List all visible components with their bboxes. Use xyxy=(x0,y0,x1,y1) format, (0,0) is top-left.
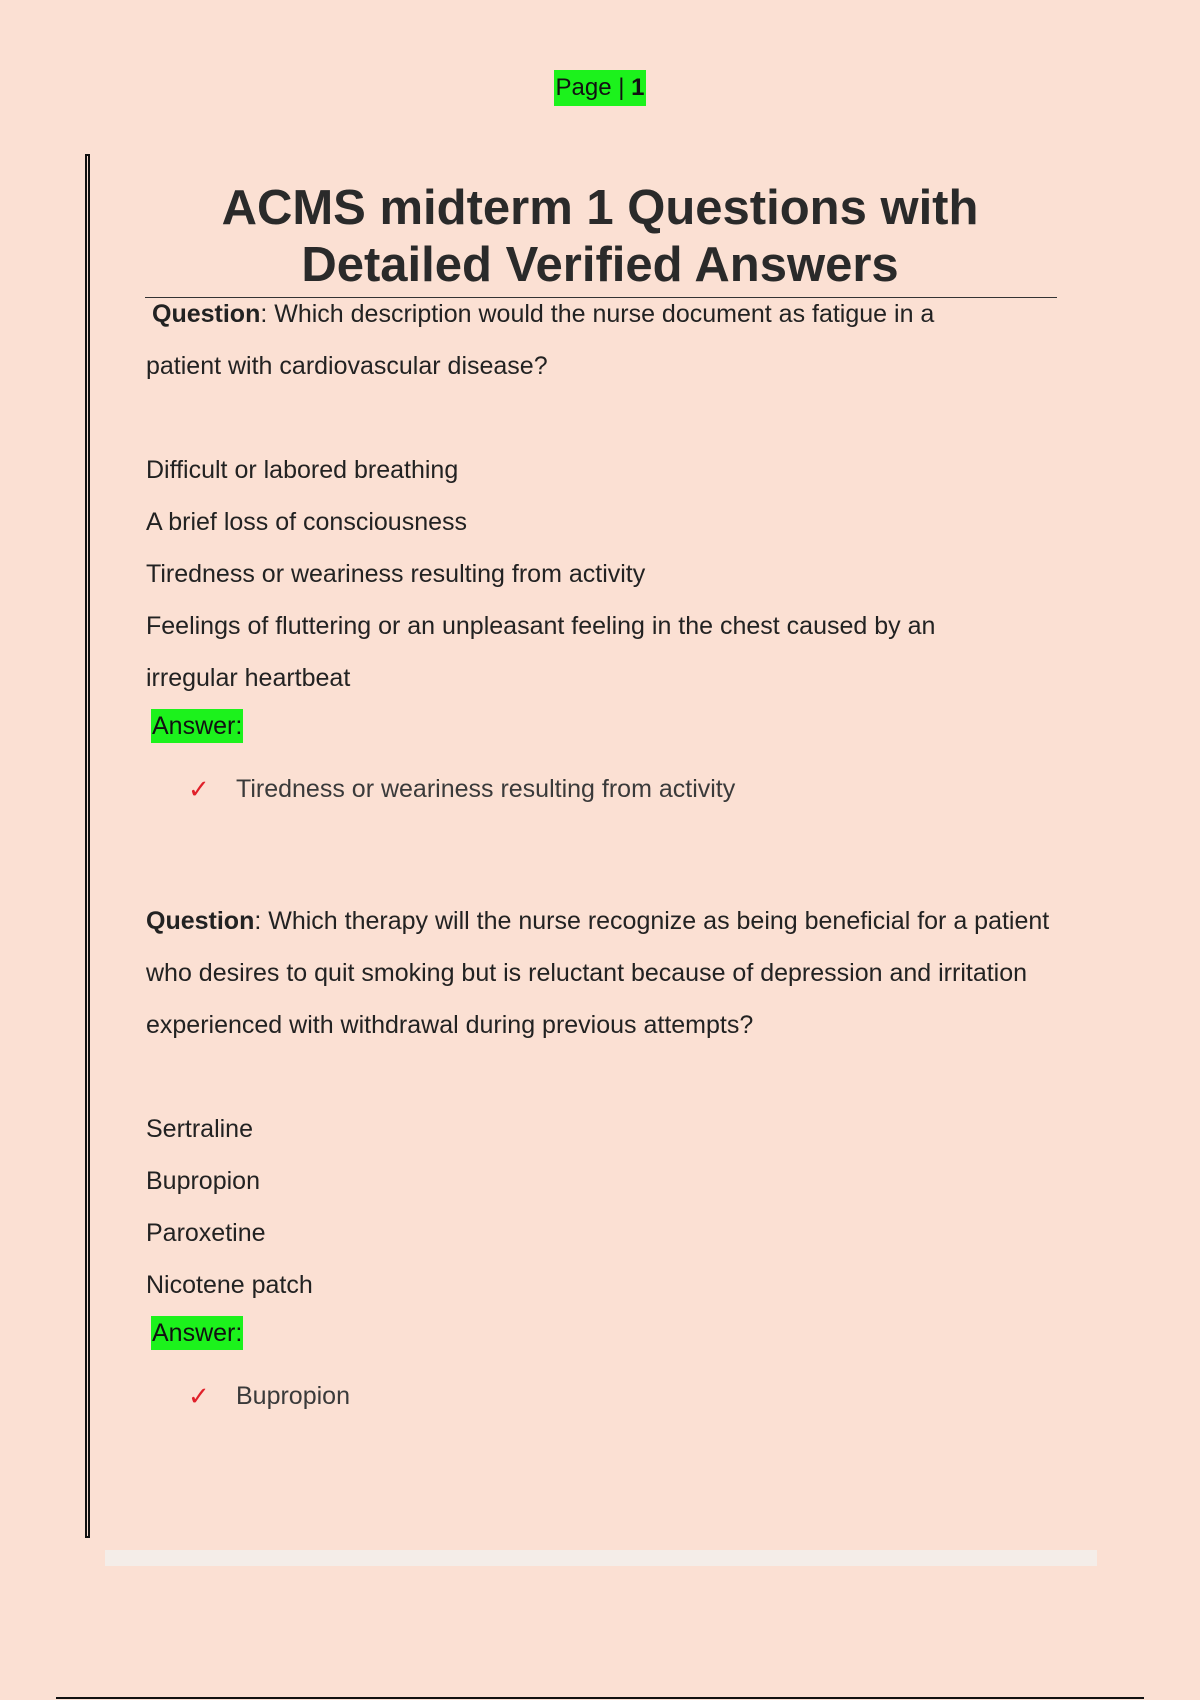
answer-label: Answer: xyxy=(151,709,243,743)
answer-label-row xyxy=(146,1311,1076,1355)
question-block-2 xyxy=(146,895,1076,1412)
list-item: Sertraline xyxy=(146,1115,253,1143)
answer-row xyxy=(146,774,1076,805)
page-header xyxy=(0,70,1200,106)
question-text xyxy=(146,288,976,392)
options-list xyxy=(146,1103,1076,1311)
bottom-strip xyxy=(105,1550,1097,1566)
page-number-label xyxy=(554,70,647,106)
question-block-1 xyxy=(146,288,1076,805)
question-label: Question xyxy=(152,300,261,328)
left-border-bar xyxy=(85,154,90,1538)
page-number: 1 xyxy=(631,74,645,101)
list-item: Nicotene patch xyxy=(146,1271,313,1299)
list-item: A brief loss of consciousness xyxy=(146,508,467,536)
page-label-text: Page | xyxy=(555,74,632,101)
list-item: Difficult or labored breathing xyxy=(146,456,459,484)
document-title: ACMS midterm 1 Questions with Detailed Verified Answers xyxy=(221,181,979,292)
list-item: Bupropion xyxy=(146,1167,260,1195)
question-label: Question xyxy=(146,907,255,935)
checkmark-icon: ✓ xyxy=(188,774,210,804)
list-item: Paroxetine xyxy=(146,1219,266,1247)
answer-row xyxy=(146,1381,1076,1412)
question-body: : Which description would the nurse document as fatigue in a patient with cardiovascular disease? xyxy=(146,300,935,380)
answer-label: Answer: xyxy=(151,1316,243,1350)
answer-text: Bupropion xyxy=(236,1382,350,1410)
question-body: : Which therapy will the nurse recognize as being beneficial for a patient who desires to quit smoking but is reluctant because of depression and irritation experienced with withdrawal during previous attempts? xyxy=(146,907,1050,1039)
question-text xyxy=(146,895,1076,1051)
footer-divider xyxy=(56,1697,1144,1699)
answer-label-row xyxy=(146,704,1076,748)
options-list xyxy=(146,444,976,704)
list-item: Tiredness or weariness resulting from activity xyxy=(146,560,646,588)
answer-text: Tiredness or weariness resulting from activity xyxy=(236,775,736,803)
list-item: Feelings of fluttering or an unpleasant feeling in the chest caused by an irregular heartbeat xyxy=(146,612,936,692)
checkmark-icon: ✓ xyxy=(188,1381,210,1411)
